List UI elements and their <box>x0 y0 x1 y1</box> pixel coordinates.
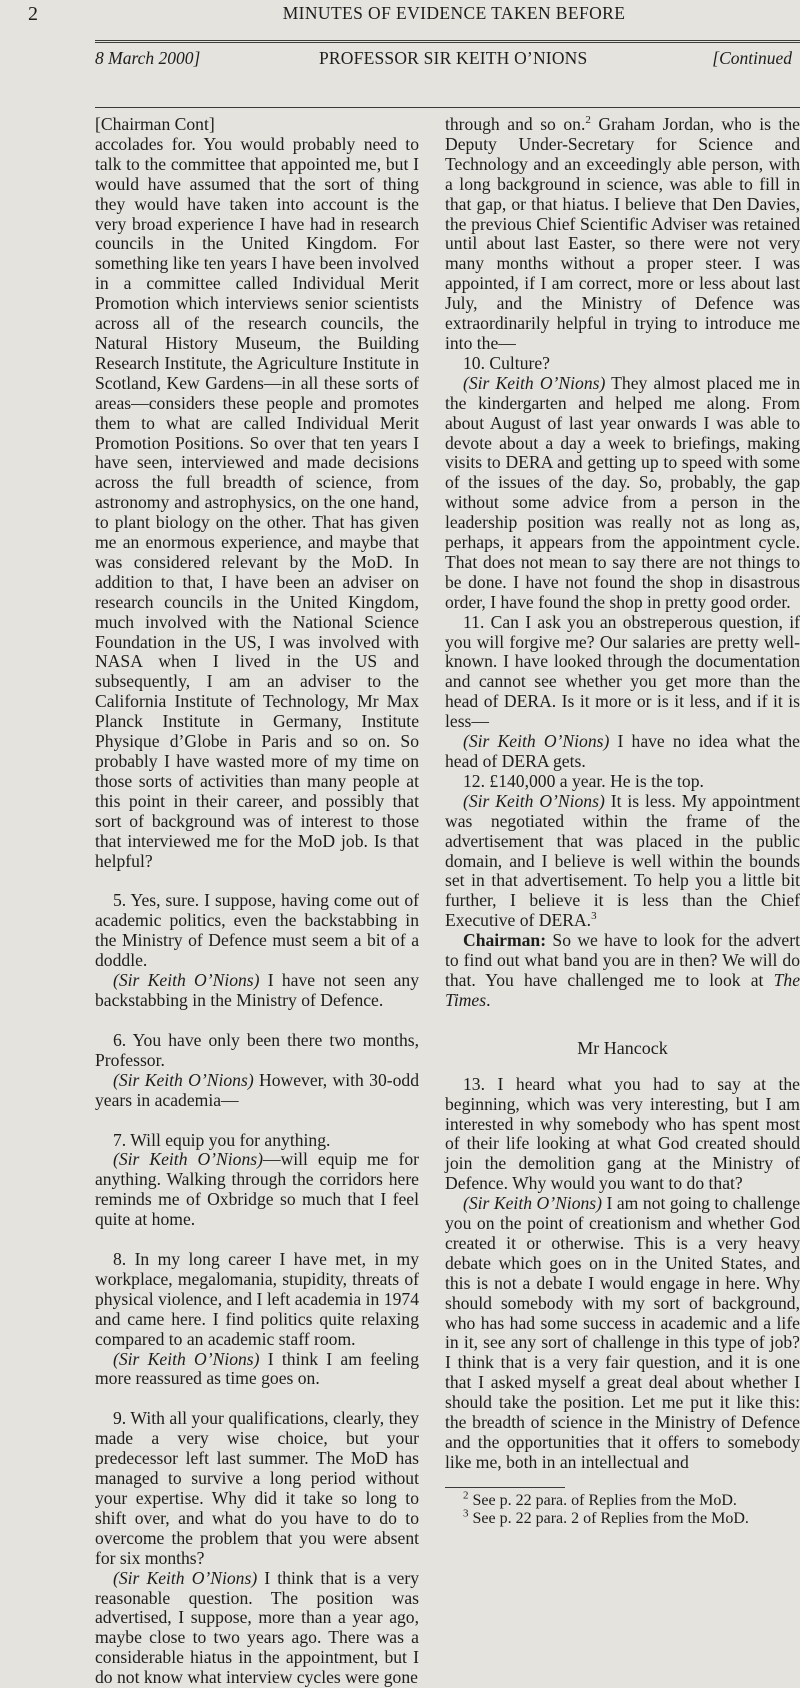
question: 10. Culture? <box>463 352 550 373</box>
footnote-ref: 3 <box>591 910 597 923</box>
answer-text: However, with 30-odd years in academia— <box>95 1069 420 1110</box>
speaker-name: (Sir Keith O’Nions) <box>113 1348 260 1369</box>
answer <box>95 971 419 1011</box>
answer <box>95 1150 419 1230</box>
question: 9. With all your qualifications, clearly, they made a very wise choice, but your predecessor left last summer. The MoD has managed to survive a long period without your expertise. Why did it take so long to shift over, and what do you have to do to overcome the problem that you were absent for six months? <box>95 1408 419 1568</box>
speaker-tag: [Chairman Cont] <box>95 114 215 134</box>
question: 5. Yes, sure. I suppose, having come out of academic politics, even the backstabbing in the Ministry of Defence must seem a bit of a doddle. <box>95 890 419 971</box>
header-rule <box>95 42 800 43</box>
answer <box>445 732 800 772</box>
witness-name: PROFESSOR SIR KEITH O’NIONS <box>319 48 588 68</box>
page-number: 2 <box>28 3 38 25</box>
speaker-name: (Sir Keith O’Nions) <box>113 1069 254 1090</box>
remark-text: So we have to look for the advert to find out what band you are in then? We will do that. You have challenged me to look at <box>445 930 800 990</box>
question: 7. Will equip you for anything. <box>113 1129 331 1150</box>
answer <box>445 374 800 613</box>
session-date: 8 March 2000] <box>95 48 201 68</box>
session-meta <box>95 48 800 72</box>
remark-text: . <box>486 989 491 1010</box>
answer-text: —will equip me for anything. Walking through the corridors here reminds me of Oxbridge so much that I feel quite at home. <box>95 1149 419 1230</box>
speaker-name: (Sir Keith O’Nions) <box>463 731 610 752</box>
answer-text: I have not seen any backstabbing in the Ministry of Defence. <box>95 970 419 1010</box>
question: 12. £140,000 a year. He is the top. <box>463 770 704 791</box>
footnote <box>445 1507 800 1528</box>
speaker-name: (Sir Keith O’Nions) <box>463 1193 602 1214</box>
running-head-title: MINUTES OF EVIDENCE TAKEN BEFORE <box>282 3 626 23</box>
answer-text: I have no idea what the head of DERA gets. <box>445 731 800 771</box>
continued-marker: [Continued <box>712 48 792 68</box>
left-column <box>95 115 419 1688</box>
answer <box>445 1194 800 1473</box>
footnote-ref: 2 <box>585 114 591 127</box>
right-column <box>445 115 800 1528</box>
speaker-name: (Sir Keith O’Nions) <box>113 970 260 991</box>
answer-text: I think that is a very reasonable question. The position was advertised, I suppose, more than a year ago, maybe close to two years ago. There was a considerable hiatus in the appointment, but I do not know what interview cycles were gone <box>95 1567 420 1688</box>
footnote-number: 2 <box>463 1489 469 1502</box>
answer <box>445 792 800 931</box>
running-head <box>28 3 800 25</box>
speaker-name: Chairman: <box>463 930 547 951</box>
question: 8. In my long career I have met, in my workplace, megalomania, stupidity, threats of physical violence, and I left academia in 1974 and came here. I find politics quite relaxing compared to an academic staff room. <box>95 1249 419 1349</box>
answer-text: I think I am feeling more reassured as time goes on. <box>95 1348 420 1389</box>
answer-text: It is less. My appointment was negotiated within the frame of the advertisement that was placed in the public domain, and I believe is well within the bounds set in that advertisement. To help you a little bit further, I believe it is less than the Chief Executive of DERA. <box>445 790 800 931</box>
chairman-remark <box>445 931 800 1011</box>
footnote <box>445 1489 800 1510</box>
question: 6. You have only been there two months, Professor. <box>95 1029 419 1070</box>
speaker-name: (Sir Keith O’Nions) <box>463 790 605 811</box>
answer-text: They almost placed me in the kindergarten and helped me along. From about August of last year onwards I was able to devote about a day a week to briefings, making visits to DERA and getting up to speed with some of the issues of the day. So, probably, the gap without some advice from a person in the leadership position was really not as long as, perhaps, it appears from the appointment cycle. That does not mean to say there are not things to be done. I have not found the shop in disastrous order, I have found the shop in pretty good order. <box>445 372 800 612</box>
paragraph <box>445 115 800 354</box>
speaker-name: (Sir Keith O’Nions) <box>113 1567 258 1588</box>
answer <box>95 1350 419 1390</box>
footnote-text: See p. 22 para. 2 of Replies from the MoD. <box>468 1509 749 1527</box>
speaker-name: (Sir Keith O’Nions) <box>113 1149 263 1170</box>
section-heading: Mr Hancock <box>577 1037 668 1058</box>
paragraph-text: Graham Jordan, who is the Deputy Under-Secretary for Science and Technology and an exceedingly able person, with a long background in science, was able to fill in that gap, or that hiatus. I believe that Den Davies, the previous Chief Scientific Adviser was retained until about last Easter, so there were not very many months without a proper steer. I was appointed, if I am correct, more or less about last July, and the Ministry of Defence was extraordinarily helpful in trying to introduce me into the— <box>445 114 800 353</box>
paragraph-text: through and so on. <box>445 114 586 134</box>
question: 11. Can I ask you an obstreperous question, if you will forgive me? Our salaries are pretty well-known. I have looked through the documentation and cannot see whether you get more than the head of DERA. Is it more or is it less, and if it is less— <box>445 611 800 732</box>
footnote-text: See p. 22 para. of Replies from the MoD. <box>468 1491 737 1509</box>
answer <box>95 1071 419 1111</box>
speaker-name: (Sir Keith O’Nions) <box>463 372 606 393</box>
footnote-rule <box>445 1487 565 1488</box>
footnote-number: 3 <box>463 1507 469 1520</box>
question: 13. I heard what you had to say at the beginning, which was very interesting, but I am interested in why somebody who has spent most of their life looking at what God created should join the demolition gang at the Ministry of Defence. Why would you want to do that? <box>445 1073 800 1194</box>
meta-rule <box>95 107 800 108</box>
paragraph: accolades for. You would probably need to talk to the committee that appointed me, but I would have assumed that the sort of thing they would have taken into account is the very broad experience I have had in research councils in the United Kingdom. For something like ten years I have been involved in a committee called Individual Merit Promotion which interviews senior scientists across all of the research councils, the Natural History Museum, the Building Research Institute, the Agriculture Institute in Scotland, Kew Gardens—in all these sorts of areas—considers these people and promotes them to what are called Individual Merit Promotion Positions. So over that ten years I have seen, interviewed and made decisions across the full breadth of science, from astronomy and astrophysics, on the one hand, to plant biology on the other. That has given me an enormous experience, and maybe that was considered relevant by the MoD. In addition to that, I have been an adviser on research councils in the United Kingdom, much involved with the National Science Foundation in the US, I was involved with NASA when I lived in the US and subsequently, I am an adviser to the California Institute of Technology, Mr Max Planck Institute in Germany, Institute Physique d’Globe in Paris and so on. So probably I have wasted more of my time on those sorts of activities than many people at this point in their career, and possibly that sort of background was of interest to those that interviewed me for the MoD job. Is that helpful? <box>95 133 419 871</box>
answer-text: I am not going to challenge you on the point of creationism and whether God created it or otherwise. This is a very heavy debate which goes on in the United States, and this is not a debate I would engage in here. Why should somebody with my sort of background, who has had some success in academic and a life in it, see any sort of challenge in this type of job? I think that is a very fair question, and it is one that I asked myself a great deal about whether I should take the position. Let me put it like this: the breadth of science in the Ministry of Defence and the opportunities that it offers to somebody like me, both in an intellectual and <box>445 1193 800 1472</box>
header-rule <box>95 40 800 41</box>
answer <box>95 1569 419 1688</box>
newspaper-title: The Times <box>445 969 800 1010</box>
